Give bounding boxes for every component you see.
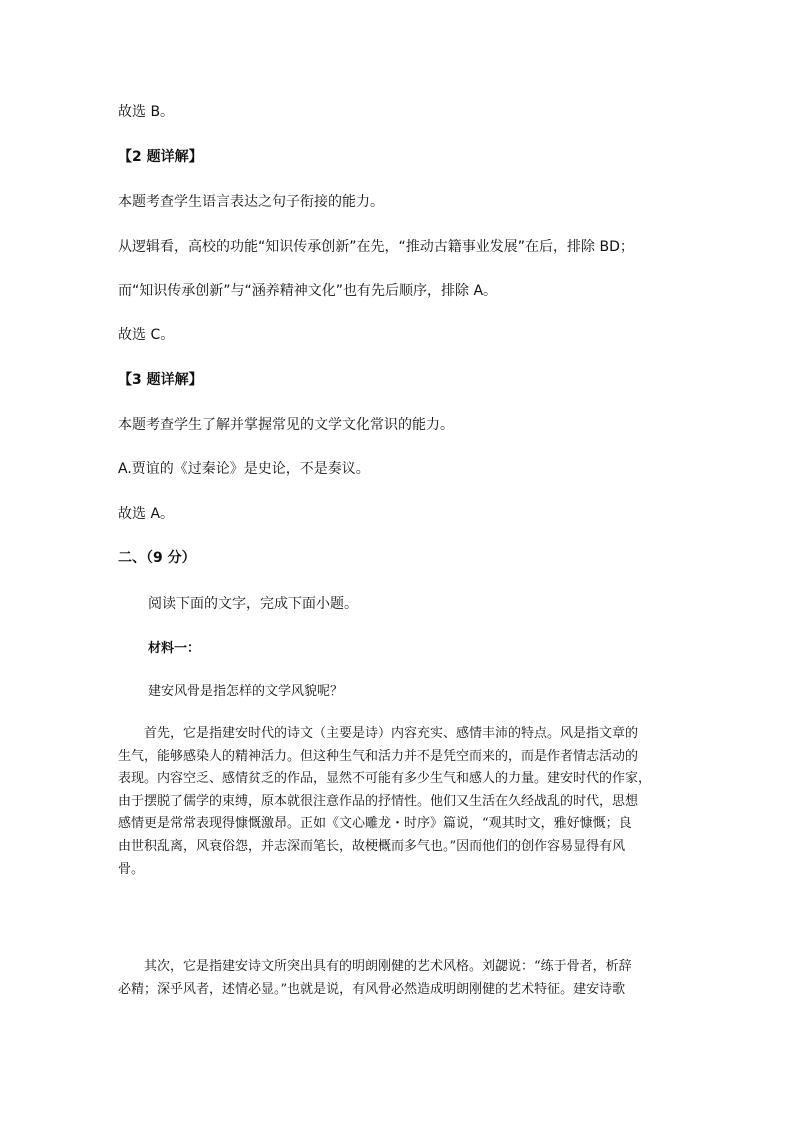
paragraph-2-line: 其次，它是指建安诗文所突出具有的明朗刚健的艺术风格。刘勰说：“练于骨者，析辞 bbox=[118, 959, 632, 974]
paragraph-1-line: 生气，能够感染人的精神活力。但这种生气和活力并不是凭空而来的，而是作者情志活动的 bbox=[118, 748, 639, 764]
q2-explanation-line-2: 而“知识传承创新”与“涵养精神文化”也有先后顺序，排除 A。 bbox=[118, 283, 498, 299]
q3-intro: 本题考查学生了解并掌握常见的文学文化常识的能力。 bbox=[118, 417, 454, 433]
section-2-title: 二、（9 分） bbox=[118, 550, 196, 566]
q3-conclusion: 故选 A。 bbox=[118, 506, 175, 522]
q2-heading: 【2 题详解】 bbox=[118, 149, 203, 165]
q2-explanation-line-1: 从逻辑看，高校的功能“知识传承创新”在先，“推动古籍事业发展”在后，排除 BD； bbox=[118, 239, 634, 255]
material-1-question: 建安风骨是指怎样的文学风貌呢？ bbox=[148, 684, 344, 699]
paragraph-2-line: 必精；深乎风者，述情必显。”也就是说，有风骨必然造成明朗刚健的艺术特征。建安诗歌 bbox=[118, 981, 626, 997]
material-1-paragraph-1 bbox=[118, 723, 651, 881]
paragraph-1-line: 表现。内容空乏、感情贫乏的作品，显然不可能有多少生气和感人的力量。建安时代的作家， bbox=[118, 771, 652, 787]
q2-conclusion: 故选 C。 bbox=[118, 327, 175, 343]
q3-explanation-line-1: A.贾谊的《过秦论》是史论，不是奏议。 bbox=[118, 461, 370, 477]
paragraph-1-line: 由于摆脱了儒学的束缚，原本就很注意作品的抒情性。他们又生活在久经战乱的时代，思想 bbox=[118, 793, 639, 809]
q2-intro: 本题考查学生语言表达之句子衔接的能力。 bbox=[118, 194, 384, 210]
material-1-label: 材料一： bbox=[148, 641, 201, 656]
q3-heading: 【3 题详解】 bbox=[118, 372, 203, 388]
paragraph-1-line: 由世积乱离，风衰俗怨，并志深而笔长，故梗概而多气也。”因而他们的创作容易显得有风 bbox=[118, 838, 626, 854]
paragraph-1-line: 骨。 bbox=[118, 861, 145, 877]
material-1-paragraph-2 bbox=[118, 956, 632, 1001]
section-2-instruction: 阅读下面的文字，完成下面小题。 bbox=[148, 596, 358, 612]
paragraph-1-line: 首先，它是指建安时代的诗文（主要是诗）内容充实、感情丰沛的特点。风是指文章的 bbox=[118, 726, 639, 741]
q1-conclusion: 故选 B。 bbox=[118, 104, 175, 120]
paragraph-1-line: 感情更是常常表现得慷慨激昂。正如《文心雕龙・时序》篇说，“观其时文，雅好慷慨；良 bbox=[118, 816, 632, 832]
